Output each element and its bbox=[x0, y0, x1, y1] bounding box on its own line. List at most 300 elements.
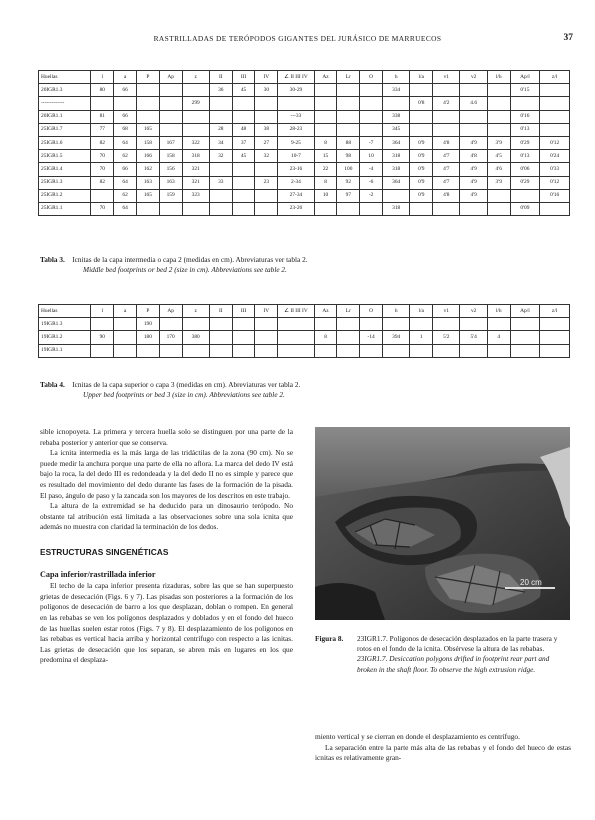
column-header: III bbox=[232, 305, 255, 318]
table-cell: 33 bbox=[209, 176, 232, 189]
table-cell: 70 bbox=[91, 202, 114, 215]
table-cell: 64 bbox=[114, 136, 137, 149]
table-cell bbox=[360, 318, 383, 331]
table-cell: 0'16 bbox=[540, 189, 570, 202]
column-header: O bbox=[360, 71, 383, 84]
table-cell bbox=[136, 110, 159, 123]
table-cell: 37 bbox=[232, 136, 255, 149]
column-header: III bbox=[232, 71, 255, 84]
table-cell: 0'29 bbox=[510, 176, 540, 189]
table-cell: 165 bbox=[136, 123, 159, 136]
paragraph: La altura de la extremidad se ha deducido para un dinosaurio terópodo. No obstante tal atribución está limitada a las observaciones sobre una sola icnita que además no muestra con claridad la terminación de los dedos. bbox=[40, 501, 293, 532]
scale-bar-label: 20 cm bbox=[520, 578, 542, 587]
table-cell bbox=[114, 331, 137, 344]
figure-8-label: Figura 8. bbox=[315, 634, 344, 643]
paragraph: El techo de la capa inferior presenta rizaduras, sobre las que se han superpuesto grietas de desecación (Figs. 6 y 7). Las pisadas son posteriores a la formación de los polígonos de desecación de barro a los que desplazan, doblan o rompen. En general en las rebabas se ven los polígonos desplazados y doblados y en el fondo del hueco de las huellas suelen estar rotos (Figs. 7 y 8). El desplazamiento de los polígonos en las rebabas es vertical hacia arriba y horizontal centrífugo con respecto a las icnitas. Las grietas de desecación que los separan, se abren más en lugares en los que predomina el desplaza- bbox=[40, 581, 293, 665]
table-cell: 25IGR1.5 bbox=[39, 150, 91, 163]
paragraph: sible icnopoyeta. La primera y tercera huella solo se distinguen por una parte de la rebaba posterior y anterior que se conserva. bbox=[40, 427, 293, 447]
table-cell: 321 bbox=[182, 163, 209, 176]
table-cell: 318 bbox=[182, 150, 209, 163]
table-cell: 4'9 bbox=[460, 163, 487, 176]
table-cell: 82 bbox=[91, 176, 114, 189]
table-4-caption-es: Icnitas de la capa superior o capa 3 (medidas en cm). Abreviaturas ver tabla 2. bbox=[72, 380, 301, 389]
table-cell: 30-29 bbox=[278, 84, 314, 97]
table-cell bbox=[540, 202, 570, 215]
table-row bbox=[39, 123, 570, 136]
table-row bbox=[39, 202, 570, 215]
section-heading: ESTRUCTURAS SINGENÉTICAS bbox=[40, 546, 169, 557]
table-cell: 20IGR1.3 bbox=[39, 84, 91, 97]
column-header: Ap/l bbox=[510, 71, 540, 84]
table-cell bbox=[360, 84, 383, 97]
column-header: v1 bbox=[433, 71, 460, 84]
table-cell bbox=[460, 123, 487, 136]
table-cell bbox=[337, 110, 360, 123]
table-cell bbox=[433, 84, 460, 97]
table-cell: 45 bbox=[232, 150, 255, 163]
table-cell: 8 bbox=[314, 136, 337, 149]
table-cell bbox=[255, 331, 278, 344]
table-cell: 167 bbox=[159, 136, 182, 149]
table-cell bbox=[278, 331, 314, 344]
column-header: l/a bbox=[410, 305, 433, 318]
table-cell: 20IGR1.1 bbox=[39, 110, 91, 123]
table-cell: 4'9 bbox=[460, 176, 487, 189]
table-cell: 8 bbox=[314, 331, 337, 344]
table-cell bbox=[232, 189, 255, 202]
column-header: Lr bbox=[337, 305, 360, 318]
table-cell bbox=[460, 202, 487, 215]
table-cell bbox=[209, 110, 232, 123]
table-cell bbox=[337, 331, 360, 344]
table-cell bbox=[540, 84, 570, 97]
table-cell: 318 bbox=[383, 163, 410, 176]
table-cell bbox=[182, 344, 209, 357]
table-cell: 0'13 bbox=[510, 150, 540, 163]
table-cell: 92 bbox=[337, 176, 360, 189]
table-cell bbox=[314, 344, 337, 357]
column-header: Huellas bbox=[39, 71, 91, 84]
figure-8-photo bbox=[315, 427, 570, 620]
table-cell: 180 bbox=[136, 331, 159, 344]
table-4-label: Tabla 4. bbox=[40, 380, 65, 389]
table-cell bbox=[383, 189, 410, 202]
column-header: v1 bbox=[433, 305, 460, 318]
table-cell bbox=[410, 344, 433, 357]
table-cell: -14 bbox=[360, 331, 383, 344]
table-cell bbox=[114, 318, 137, 331]
table-cell bbox=[255, 344, 278, 357]
table-cell bbox=[487, 318, 510, 331]
table-cell: 166 bbox=[136, 150, 159, 163]
table-cell: 4'7 bbox=[433, 150, 460, 163]
table-cell: 19IGR1.3 bbox=[39, 318, 91, 331]
column-header: Lr bbox=[337, 71, 360, 84]
table-cell: 318 bbox=[383, 150, 410, 163]
table-cell bbox=[255, 97, 278, 110]
column-header: v2 bbox=[460, 305, 487, 318]
table-cell: 2-34 bbox=[278, 176, 314, 189]
table-cell: 156 bbox=[159, 163, 182, 176]
table-cell bbox=[159, 123, 182, 136]
table-cell bbox=[159, 84, 182, 97]
table-cell: 27 bbox=[255, 136, 278, 149]
table-cell: 4'8 bbox=[433, 189, 460, 202]
column-header: a bbox=[114, 71, 137, 84]
table-cell bbox=[159, 318, 182, 331]
table-cell bbox=[487, 97, 510, 110]
table-row bbox=[39, 136, 570, 149]
table-cell bbox=[314, 97, 337, 110]
table-cell bbox=[232, 344, 255, 357]
column-header: P bbox=[136, 305, 159, 318]
table-cell bbox=[410, 84, 433, 97]
table-cell bbox=[278, 318, 314, 331]
table-cell: -7 bbox=[360, 136, 383, 149]
table-3-caption-en: Middle bed footprints or bed 2 (size in cm). Abbreviations see table 2. bbox=[83, 265, 287, 274]
table-cell: 158 bbox=[136, 136, 159, 149]
table-cell bbox=[360, 110, 383, 123]
table-cell bbox=[209, 97, 232, 110]
table-cell bbox=[314, 202, 337, 215]
table-3 bbox=[38, 70, 570, 216]
table-cell bbox=[209, 163, 232, 176]
table-cell bbox=[410, 318, 433, 331]
table-cell bbox=[159, 110, 182, 123]
table-cell bbox=[314, 123, 337, 136]
table-cell bbox=[410, 123, 433, 136]
table-cell: 0'13 bbox=[510, 123, 540, 136]
column-header: IV bbox=[255, 305, 278, 318]
column-header: z bbox=[182, 71, 209, 84]
table-cell bbox=[337, 84, 360, 97]
table-3-caption-es: Icnitas de la capa intermedia o capa 2 (medidas en cm). Abreviaturas ver tabla 2. bbox=[72, 255, 308, 264]
column-header: Ap/l bbox=[510, 305, 540, 318]
table-cell: 64 bbox=[114, 176, 137, 189]
table-cell: 77 bbox=[91, 123, 114, 136]
column-header: Az bbox=[314, 71, 337, 84]
table-row bbox=[39, 176, 570, 189]
column-header: z/l bbox=[540, 305, 570, 318]
table-cell: 0'09 bbox=[510, 202, 540, 215]
table-cell: 322 bbox=[182, 136, 209, 149]
table-cell bbox=[209, 189, 232, 202]
table-cell bbox=[278, 344, 314, 357]
table-cell bbox=[433, 110, 460, 123]
table-cell: 36 bbox=[209, 84, 232, 97]
table-cell bbox=[337, 97, 360, 110]
table-cell: 66 bbox=[114, 110, 137, 123]
column-header: h bbox=[383, 71, 410, 84]
table-cell bbox=[232, 110, 255, 123]
table-cell: 394 bbox=[383, 331, 410, 344]
table-cell: 70 bbox=[91, 150, 114, 163]
column-header: l/a bbox=[410, 71, 433, 84]
table-cell: 318 bbox=[383, 202, 410, 215]
table-3-caption bbox=[40, 255, 560, 275]
column-header: l bbox=[91, 305, 114, 318]
column-header: l/h bbox=[487, 71, 510, 84]
table-row bbox=[39, 110, 570, 123]
table-cell bbox=[182, 202, 209, 215]
page-number: 37 bbox=[563, 33, 573, 43]
table-cell: 23 bbox=[255, 176, 278, 189]
table-cell bbox=[360, 202, 383, 215]
table-cell: 380 bbox=[182, 331, 209, 344]
table-cell: 159 bbox=[159, 189, 182, 202]
table-cell: 4'8 bbox=[460, 150, 487, 163]
table-cell: 98 bbox=[337, 150, 360, 163]
table-row bbox=[39, 318, 570, 331]
table-cell bbox=[159, 97, 182, 110]
table-cell bbox=[209, 318, 232, 331]
table-cell: 9-25 bbox=[278, 136, 314, 149]
table-cell: 25IGR1.6 bbox=[39, 136, 91, 149]
table-cell: 0'16 bbox=[510, 110, 540, 123]
table-cell bbox=[182, 123, 209, 136]
subsection-heading: Capa inferior/rastrillada inferior bbox=[40, 569, 156, 579]
table-cell bbox=[255, 202, 278, 215]
table-cell: 25IGR1.7 bbox=[39, 123, 91, 136]
table-cell: 4'5 bbox=[487, 150, 510, 163]
column-header: a bbox=[114, 305, 137, 318]
table-cell: ------------- bbox=[39, 97, 91, 110]
table-row bbox=[39, 84, 570, 97]
table-cell: 345 bbox=[383, 123, 410, 136]
paragraph: La icnita intermedia es la más larga de las tridáctilas de la zona (90 cm). No se puede medir la anchura porque una parte de ella no aflora. La marca del dedo IV está bajo la roca, la del dedo III es redondeada y la del dedo II no es simple y parece que es resultado del movimiento del dedo durante las fases de la formación de la pisada. El paso, ángulo de paso y la zancada son los mayores de los descritos en este trabajo. bbox=[40, 448, 293, 500]
table-cell bbox=[182, 110, 209, 123]
table-cell: 45 bbox=[232, 84, 255, 97]
table-cell bbox=[540, 110, 570, 123]
table-cell: 323 bbox=[182, 189, 209, 202]
table-cell bbox=[460, 84, 487, 97]
table-cell bbox=[255, 318, 278, 331]
table-cell: 299 bbox=[182, 97, 209, 110]
table-cell bbox=[91, 318, 114, 331]
table-cell: 25IGR1.2 bbox=[39, 189, 91, 202]
table-cell bbox=[337, 202, 360, 215]
table-cell: 3'9 bbox=[487, 136, 510, 149]
column-header: II bbox=[209, 305, 232, 318]
table-cell bbox=[360, 123, 383, 136]
table-cell: 30 bbox=[255, 84, 278, 97]
table-cell bbox=[540, 344, 570, 357]
table-cell: 4'7 bbox=[433, 176, 460, 189]
table-cell bbox=[232, 97, 255, 110]
table-cell bbox=[255, 110, 278, 123]
table-cell bbox=[159, 344, 182, 357]
table-cell bbox=[91, 189, 114, 202]
table-cell bbox=[209, 344, 232, 357]
table-cell: 0'8 bbox=[410, 97, 433, 110]
table-cell: 4.6 bbox=[460, 97, 487, 110]
table-cell bbox=[510, 344, 540, 357]
table-cell bbox=[487, 84, 510, 97]
table-cell bbox=[487, 202, 510, 215]
table-cell bbox=[91, 344, 114, 357]
table-cell bbox=[540, 123, 570, 136]
table-cell: 158 bbox=[159, 150, 182, 163]
column-header: z bbox=[182, 305, 209, 318]
left-text-column bbox=[40, 427, 293, 666]
table-cell bbox=[540, 318, 570, 331]
column-header: ∠ II III IV bbox=[278, 305, 314, 318]
table-cell: 23-16 bbox=[278, 163, 314, 176]
table-cell: 15 bbox=[314, 150, 337, 163]
table-cell: 28-23 bbox=[278, 123, 314, 136]
table-cell bbox=[487, 110, 510, 123]
figure-8-caption-en: 23IGR1.7. Desiccation polygons drifted in footprint rear part and broken in the shaft floor. To observe the high extrusion ridge. bbox=[357, 654, 550, 674]
table-cell: 4'8 bbox=[433, 136, 460, 149]
running-header bbox=[0, 34, 595, 48]
table-cell bbox=[460, 318, 487, 331]
table-cell bbox=[510, 97, 540, 110]
table-row bbox=[39, 163, 570, 176]
table-cell bbox=[232, 202, 255, 215]
table-cell: 0'24 bbox=[540, 150, 570, 163]
table-cell bbox=[136, 344, 159, 357]
table-cell: 32 bbox=[209, 150, 232, 163]
table-cell bbox=[460, 344, 487, 357]
table-cell: 0'9 bbox=[410, 136, 433, 149]
table-cell: 364 bbox=[383, 176, 410, 189]
table-cell: 0'12 bbox=[540, 136, 570, 149]
table-cell: 62 bbox=[114, 150, 137, 163]
table-cell: 0'9 bbox=[410, 163, 433, 176]
table-cell bbox=[136, 84, 159, 97]
column-header: Ap bbox=[159, 305, 182, 318]
figure-8-caption bbox=[315, 634, 571, 675]
table-cell: 338 bbox=[383, 110, 410, 123]
column-header: v2 bbox=[460, 71, 487, 84]
table-cell bbox=[136, 202, 159, 215]
table-cell: 80 bbox=[91, 84, 114, 97]
table-cell: 19IGR1.2 bbox=[39, 331, 91, 344]
table-cell: 10 bbox=[360, 150, 383, 163]
table-cell: 62 bbox=[114, 189, 137, 202]
column-header: P bbox=[136, 71, 159, 84]
table-cell: 64 bbox=[114, 202, 137, 215]
table-cell: 22 bbox=[314, 163, 337, 176]
table-cell bbox=[383, 318, 410, 331]
table-cell: 0'9 bbox=[410, 150, 433, 163]
table-cell bbox=[232, 331, 255, 344]
table-3-label: Tabla 3. bbox=[40, 255, 65, 264]
column-header: h bbox=[383, 305, 410, 318]
table-cell bbox=[255, 163, 278, 176]
table-cell: ---33 bbox=[278, 110, 314, 123]
table-cell bbox=[383, 97, 410, 110]
table-cell: 82 bbox=[91, 136, 114, 149]
table-cell bbox=[360, 344, 383, 357]
table-cell bbox=[337, 344, 360, 357]
table-cell: 4'2 bbox=[433, 97, 460, 110]
table-cell: 5'4 bbox=[460, 331, 487, 344]
table-cell: 100 bbox=[337, 163, 360, 176]
table-cell: 66 bbox=[114, 163, 137, 176]
footprint-photo-illustration bbox=[315, 427, 570, 620]
table-cell bbox=[314, 84, 337, 97]
table-4-caption bbox=[40, 380, 560, 400]
table-cell: 3'9 bbox=[487, 176, 510, 189]
table-row bbox=[39, 97, 570, 110]
table-cell: 334 bbox=[383, 84, 410, 97]
table-cell: 48 bbox=[232, 123, 255, 136]
table-cell bbox=[433, 202, 460, 215]
table-cell: 0'9 bbox=[410, 176, 433, 189]
column-header: l/h bbox=[487, 305, 510, 318]
table-cell: 163 bbox=[159, 176, 182, 189]
table-cell bbox=[487, 344, 510, 357]
table-cell bbox=[114, 97, 137, 110]
table-cell: -4 bbox=[360, 163, 383, 176]
table-cell: 68 bbox=[114, 123, 137, 136]
table-cell: 28 bbox=[209, 123, 232, 136]
table-cell bbox=[232, 318, 255, 331]
table-header-row bbox=[39, 305, 570, 318]
table-cell bbox=[433, 318, 460, 331]
table-cell bbox=[182, 318, 209, 331]
table-cell: 38 bbox=[255, 123, 278, 136]
table-cell: 66 bbox=[114, 84, 137, 97]
table-cell: 4'6 bbox=[487, 163, 510, 176]
table-cell: 32 bbox=[255, 150, 278, 163]
table-4 bbox=[38, 304, 570, 358]
table-cell bbox=[360, 97, 383, 110]
table-cell: 4'7 bbox=[433, 163, 460, 176]
table-cell bbox=[182, 84, 209, 97]
table-cell: 88 bbox=[337, 136, 360, 149]
table-cell: 4 bbox=[487, 331, 510, 344]
table-cell: 4'9 bbox=[460, 136, 487, 149]
table-cell: 321 bbox=[182, 176, 209, 189]
table-cell: 1 bbox=[410, 331, 433, 344]
table-cell: 0'9 bbox=[410, 189, 433, 202]
table-cell: 25IGR1.3 bbox=[39, 176, 91, 189]
table-cell bbox=[460, 110, 487, 123]
table-cell bbox=[91, 97, 114, 110]
table-cell: 0'15 bbox=[510, 84, 540, 97]
table-cell: 81 bbox=[91, 110, 114, 123]
table-cell: 364 bbox=[383, 136, 410, 149]
table-cell bbox=[136, 97, 159, 110]
table-cell bbox=[540, 97, 570, 110]
table-cell bbox=[337, 318, 360, 331]
column-header: z/l bbox=[540, 71, 570, 84]
table-cell bbox=[114, 344, 137, 357]
column-header: IV bbox=[255, 71, 278, 84]
table-cell: 162 bbox=[136, 163, 159, 176]
table-cell: 163 bbox=[136, 176, 159, 189]
right-text-column bbox=[315, 732, 571, 764]
table-cell bbox=[433, 123, 460, 136]
table-cell bbox=[232, 163, 255, 176]
table-cell: -2 bbox=[360, 189, 383, 202]
table-cell: 10-7 bbox=[278, 150, 314, 163]
table-header-row bbox=[39, 71, 570, 84]
table-cell: 25IGR1.4 bbox=[39, 163, 91, 176]
table-4-caption-en: Upper bed footprints or bed 3 (size in cm). Abbreviations see table 2. bbox=[83, 390, 285, 399]
table-cell: 97 bbox=[337, 189, 360, 202]
table-cell: 8 bbox=[314, 176, 337, 189]
table-cell bbox=[510, 318, 540, 331]
table-cell bbox=[314, 110, 337, 123]
table-cell: 170 bbox=[159, 331, 182, 344]
table-cell: 190 bbox=[136, 318, 159, 331]
table-cell bbox=[410, 110, 433, 123]
table-cell: 5'2 bbox=[433, 331, 460, 344]
column-header: ∠ II III IV bbox=[278, 71, 314, 84]
